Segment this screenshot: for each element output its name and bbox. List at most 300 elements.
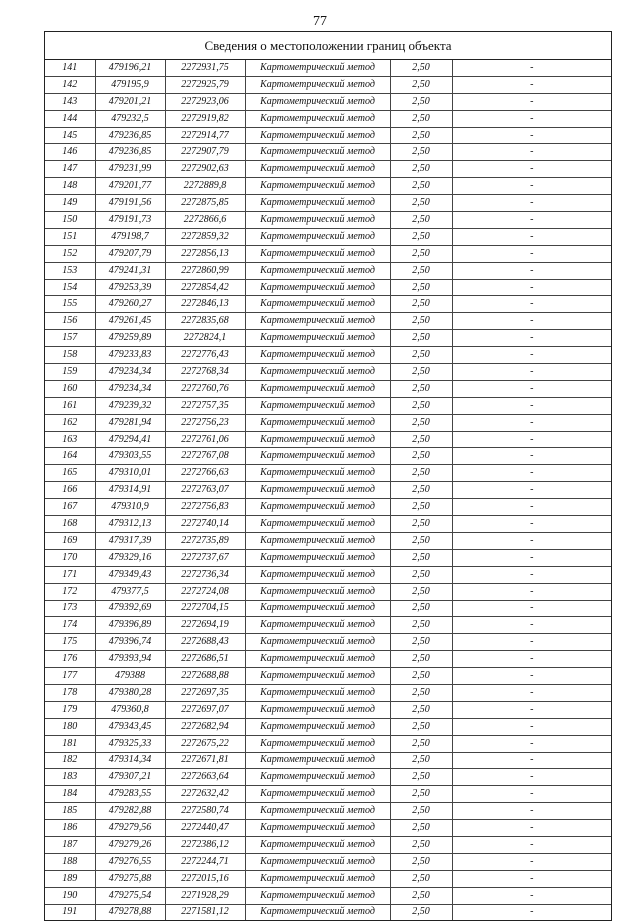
method-cell: Картометрический метод — [245, 516, 390, 533]
description-cell: - — [452, 431, 611, 448]
table-row — [45, 836, 611, 853]
description-cell: - — [452, 482, 611, 499]
x-coordinate-cell: 479201,77 — [95, 178, 165, 195]
point-number-cell: 159 — [45, 364, 95, 381]
method-cell: Картометрический метод — [245, 313, 390, 330]
point-number-cell: 150 — [45, 212, 95, 229]
description-cell: - — [452, 853, 611, 870]
method-cell: Картометрический метод — [245, 296, 390, 313]
description-cell: - — [452, 347, 611, 364]
description-cell: - — [452, 549, 611, 566]
table-row — [45, 887, 611, 904]
boundary-table-frame — [44, 31, 612, 921]
table-row — [45, 735, 611, 752]
point-number-cell: 182 — [45, 752, 95, 769]
y-coordinate-cell: 2272663,64 — [165, 769, 245, 786]
description-cell: - — [452, 887, 611, 904]
x-coordinate-cell: 479196,21 — [95, 60, 165, 76]
method-cell: Картометрический метод — [245, 820, 390, 837]
x-coordinate-cell: 479232,5 — [95, 110, 165, 127]
description-cell: - — [452, 499, 611, 516]
description-cell: - — [452, 279, 611, 296]
description-cell: - — [452, 245, 611, 262]
description-cell: - — [452, 448, 611, 465]
table-row — [45, 904, 611, 920]
description-cell: - — [452, 583, 611, 600]
y-coordinate-cell: 2272766,63 — [165, 465, 245, 482]
method-cell: Картометрический метод — [245, 448, 390, 465]
y-coordinate-cell: 2272756,83 — [165, 499, 245, 516]
y-coordinate-cell: 2272015,16 — [165, 870, 245, 887]
y-coordinate-cell: 2272859,32 — [165, 228, 245, 245]
method-cell: Картометрический метод — [245, 566, 390, 583]
x-coordinate-cell: 479191,73 — [95, 212, 165, 229]
description-cell: - — [452, 465, 611, 482]
description-cell: - — [452, 212, 611, 229]
precision-cell: 2,50 — [390, 684, 452, 701]
precision-cell: 2,50 — [390, 870, 452, 887]
point-number-cell: 160 — [45, 380, 95, 397]
y-coordinate-cell: 2272244,71 — [165, 853, 245, 870]
precision-cell: 2,50 — [390, 228, 452, 245]
description-cell: - — [452, 330, 611, 347]
point-number-cell: 175 — [45, 634, 95, 651]
point-number-cell: 166 — [45, 482, 95, 499]
point-number-cell: 190 — [45, 887, 95, 904]
y-coordinate-cell: 2272925,79 — [165, 76, 245, 93]
table-row — [45, 144, 611, 161]
precision-cell: 2,50 — [390, 279, 452, 296]
point-number-cell: 185 — [45, 803, 95, 820]
method-cell: Картометрический метод — [245, 803, 390, 820]
point-number-cell: 151 — [45, 228, 95, 245]
method-cell: Картометрический метод — [245, 870, 390, 887]
point-number-cell: 156 — [45, 313, 95, 330]
table-row — [45, 786, 611, 803]
y-coordinate-cell: 2272697,07 — [165, 701, 245, 718]
y-coordinate-cell: 2272760,76 — [165, 380, 245, 397]
point-number-cell: 178 — [45, 684, 95, 701]
description-cell: - — [452, 195, 611, 212]
method-cell: Картометрический метод — [245, 127, 390, 144]
x-coordinate-cell: 479279,26 — [95, 836, 165, 853]
x-coordinate-cell: 479325,33 — [95, 735, 165, 752]
description-cell: - — [452, 178, 611, 195]
description-cell: - — [452, 93, 611, 110]
point-number-cell: 155 — [45, 296, 95, 313]
point-number-cell: 172 — [45, 583, 95, 600]
method-cell: Картометрический метод — [245, 161, 390, 178]
method-cell: Картометрический метод — [245, 887, 390, 904]
y-coordinate-cell: 2272740,14 — [165, 516, 245, 533]
precision-cell: 2,50 — [390, 786, 452, 803]
table-row — [45, 330, 611, 347]
description-cell: - — [452, 313, 611, 330]
precision-cell: 2,50 — [390, 178, 452, 195]
table-row — [45, 684, 611, 701]
x-coordinate-cell: 479195,9 — [95, 76, 165, 93]
x-coordinate-cell: 479396,74 — [95, 634, 165, 651]
precision-cell: 2,50 — [390, 330, 452, 347]
description-cell: - — [452, 110, 611, 127]
precision-cell: 2,50 — [390, 701, 452, 718]
precision-cell: 2,50 — [390, 262, 452, 279]
method-cell: Картометрический метод — [245, 482, 390, 499]
point-number-cell: 141 — [45, 60, 95, 76]
point-number-cell: 162 — [45, 414, 95, 431]
x-coordinate-cell: 479198,7 — [95, 228, 165, 245]
precision-cell: 2,50 — [390, 532, 452, 549]
point-number-cell: 180 — [45, 718, 95, 735]
point-number-cell: 142 — [45, 76, 95, 93]
precision-cell: 2,50 — [390, 887, 452, 904]
point-number-cell: 184 — [45, 786, 95, 803]
table-row — [45, 516, 611, 533]
coordinates-table-body — [45, 60, 611, 920]
method-cell: Картометрический метод — [245, 465, 390, 482]
method-cell: Картометрический метод — [245, 651, 390, 668]
description-cell: - — [452, 836, 611, 853]
precision-cell: 2,50 — [390, 735, 452, 752]
method-cell: Картометрический метод — [245, 431, 390, 448]
x-coordinate-cell: 479201,21 — [95, 93, 165, 110]
precision-cell: 2,50 — [390, 161, 452, 178]
method-cell: Картометрический метод — [245, 347, 390, 364]
precision-cell: 2,50 — [390, 853, 452, 870]
y-coordinate-cell: 2272846,13 — [165, 296, 245, 313]
point-number-cell: 158 — [45, 347, 95, 364]
x-coordinate-cell: 479317,39 — [95, 532, 165, 549]
description-cell: - — [452, 516, 611, 533]
table-row — [45, 212, 611, 229]
method-cell: Картометрический метод — [245, 904, 390, 920]
precision-cell: 2,50 — [390, 803, 452, 820]
precision-cell: 2,50 — [390, 60, 452, 76]
table-row — [45, 549, 611, 566]
point-number-cell: 171 — [45, 566, 95, 583]
precision-cell: 2,50 — [390, 668, 452, 685]
method-cell: Картометрический метод — [245, 364, 390, 381]
y-coordinate-cell: 2272688,43 — [165, 634, 245, 651]
x-coordinate-cell: 479241,31 — [95, 262, 165, 279]
x-coordinate-cell: 479275,54 — [95, 887, 165, 904]
description-cell: - — [452, 820, 611, 837]
description-cell: - — [452, 397, 611, 414]
table-row — [45, 178, 611, 195]
precision-cell: 2,50 — [390, 380, 452, 397]
precision-cell: 2,50 — [390, 651, 452, 668]
description-cell: - — [452, 60, 611, 76]
y-coordinate-cell: 2272854,42 — [165, 279, 245, 296]
precision-cell: 2,50 — [390, 347, 452, 364]
description-cell: - — [452, 566, 611, 583]
precision-cell: 2,50 — [390, 313, 452, 330]
table-row — [45, 617, 611, 634]
x-coordinate-cell: 479278,88 — [95, 904, 165, 920]
precision-cell: 2,50 — [390, 397, 452, 414]
y-coordinate-cell: 2271581,12 — [165, 904, 245, 920]
y-coordinate-cell: 2272835,68 — [165, 313, 245, 330]
table-row — [45, 279, 611, 296]
point-number-cell: 174 — [45, 617, 95, 634]
method-cell: Картометрический метод — [245, 836, 390, 853]
y-coordinate-cell: 2272757,35 — [165, 397, 245, 414]
method-cell: Картометрический метод — [245, 178, 390, 195]
description-cell: - — [452, 228, 611, 245]
x-coordinate-cell: 479312,13 — [95, 516, 165, 533]
precision-cell: 2,50 — [390, 482, 452, 499]
point-number-cell: 152 — [45, 245, 95, 262]
method-cell: Картометрический метод — [245, 279, 390, 296]
x-coordinate-cell: 479307,21 — [95, 769, 165, 786]
table-row — [45, 195, 611, 212]
description-cell: - — [452, 296, 611, 313]
x-coordinate-cell: 479393,94 — [95, 651, 165, 668]
precision-cell: 2,50 — [390, 600, 452, 617]
point-number-cell: 149 — [45, 195, 95, 212]
x-coordinate-cell: 479388 — [95, 668, 165, 685]
y-coordinate-cell: 2272440,47 — [165, 820, 245, 837]
description-cell: - — [452, 380, 611, 397]
description-cell: - — [452, 161, 611, 178]
x-coordinate-cell: 479276,55 — [95, 853, 165, 870]
point-number-cell: 147 — [45, 161, 95, 178]
point-number-cell: 176 — [45, 651, 95, 668]
point-number-cell: 148 — [45, 178, 95, 195]
method-cell: Картометрический метод — [245, 60, 390, 76]
table-row — [45, 583, 611, 600]
method-cell: Картометрический метод — [245, 228, 390, 245]
point-number-cell: 161 — [45, 397, 95, 414]
table-row — [45, 431, 611, 448]
description-cell: - — [452, 718, 611, 735]
point-number-cell: 187 — [45, 836, 95, 853]
table-row — [45, 448, 611, 465]
method-cell: Картометрический метод — [245, 583, 390, 600]
table-row — [45, 701, 611, 718]
coordinates-table — [45, 60, 611, 920]
x-coordinate-cell: 479377,5 — [95, 583, 165, 600]
method-cell: Картометрический метод — [245, 380, 390, 397]
y-coordinate-cell: 2272776,43 — [165, 347, 245, 364]
x-coordinate-cell: 479275,88 — [95, 870, 165, 887]
description-cell: - — [452, 127, 611, 144]
method-cell: Картометрический метод — [245, 786, 390, 803]
description-cell: - — [452, 684, 611, 701]
y-coordinate-cell: 2272889,8 — [165, 178, 245, 195]
description-cell: - — [452, 668, 611, 685]
y-coordinate-cell: 2272737,67 — [165, 549, 245, 566]
x-coordinate-cell: 479260,27 — [95, 296, 165, 313]
x-coordinate-cell: 479234,34 — [95, 364, 165, 381]
precision-cell: 2,50 — [390, 195, 452, 212]
method-cell: Картометрический метод — [245, 397, 390, 414]
precision-cell: 2,50 — [390, 499, 452, 516]
table-row — [45, 364, 611, 381]
point-number-cell: 143 — [45, 93, 95, 110]
point-number-cell: 169 — [45, 532, 95, 549]
table-row — [45, 296, 611, 313]
table-row — [45, 668, 611, 685]
point-number-cell: 173 — [45, 600, 95, 617]
description-cell: - — [452, 870, 611, 887]
table-row — [45, 465, 611, 482]
y-coordinate-cell: 2272580,74 — [165, 803, 245, 820]
x-coordinate-cell: 479282,88 — [95, 803, 165, 820]
method-cell: Картометрический метод — [245, 617, 390, 634]
x-coordinate-cell: 479231,99 — [95, 161, 165, 178]
table-row — [45, 228, 611, 245]
x-coordinate-cell: 479283,55 — [95, 786, 165, 803]
table-row — [45, 853, 611, 870]
table-row — [45, 127, 611, 144]
precision-cell: 2,50 — [390, 465, 452, 482]
table-row — [45, 634, 611, 651]
table-row — [45, 532, 611, 549]
table-row — [45, 482, 611, 499]
y-coordinate-cell: 2271928,29 — [165, 887, 245, 904]
y-coordinate-cell: 2272761,06 — [165, 431, 245, 448]
table-row — [45, 870, 611, 887]
method-cell: Картометрический метод — [245, 499, 390, 516]
table-row — [45, 397, 611, 414]
y-coordinate-cell: 2272824,1 — [165, 330, 245, 347]
y-coordinate-cell: 2272735,89 — [165, 532, 245, 549]
table-row — [45, 414, 611, 431]
x-coordinate-cell: 479239,32 — [95, 397, 165, 414]
point-number-cell: 164 — [45, 448, 95, 465]
precision-cell: 2,50 — [390, 549, 452, 566]
method-cell: Картометрический метод — [245, 212, 390, 229]
description-cell: - — [452, 76, 611, 93]
method-cell: Картометрический метод — [245, 262, 390, 279]
method-cell: Картометрический метод — [245, 752, 390, 769]
table-row — [45, 752, 611, 769]
description-cell: - — [452, 651, 611, 668]
x-coordinate-cell: 479303,55 — [95, 448, 165, 465]
x-coordinate-cell: 479207,79 — [95, 245, 165, 262]
y-coordinate-cell: 2272724,08 — [165, 583, 245, 600]
y-coordinate-cell: 2272923,06 — [165, 93, 245, 110]
method-cell: Картометрический метод — [245, 195, 390, 212]
table-row — [45, 380, 611, 397]
x-coordinate-cell: 479329,16 — [95, 549, 165, 566]
table-row — [45, 820, 611, 837]
table-row — [45, 262, 611, 279]
y-coordinate-cell: 2272875,85 — [165, 195, 245, 212]
x-coordinate-cell: 479253,39 — [95, 279, 165, 296]
y-coordinate-cell: 2272632,42 — [165, 786, 245, 803]
y-coordinate-cell: 2272856,13 — [165, 245, 245, 262]
point-number-cell: 144 — [45, 110, 95, 127]
precision-cell: 2,50 — [390, 431, 452, 448]
point-number-cell: 145 — [45, 127, 95, 144]
x-coordinate-cell: 479236,85 — [95, 144, 165, 161]
y-coordinate-cell: 2272686,51 — [165, 651, 245, 668]
precision-cell: 2,50 — [390, 76, 452, 93]
method-cell: Картометрический метод — [245, 532, 390, 549]
x-coordinate-cell: 479349,43 — [95, 566, 165, 583]
precision-cell: 2,50 — [390, 414, 452, 431]
point-number-cell: 146 — [45, 144, 95, 161]
description-cell: - — [452, 786, 611, 803]
x-coordinate-cell: 479259,89 — [95, 330, 165, 347]
point-number-cell: 191 — [45, 904, 95, 920]
precision-cell: 2,50 — [390, 516, 452, 533]
precision-cell: 2,50 — [390, 820, 452, 837]
precision-cell: 2,50 — [390, 296, 452, 313]
point-number-cell: 157 — [45, 330, 95, 347]
method-cell: Картометрический метод — [245, 330, 390, 347]
point-number-cell: 188 — [45, 853, 95, 870]
method-cell: Картометрический метод — [245, 769, 390, 786]
table-row — [45, 76, 611, 93]
table-row — [45, 566, 611, 583]
precision-cell: 2,50 — [390, 583, 452, 600]
point-number-cell: 165 — [45, 465, 95, 482]
point-number-cell: 153 — [45, 262, 95, 279]
point-number-cell: 177 — [45, 668, 95, 685]
y-coordinate-cell: 2272866,6 — [165, 212, 245, 229]
table-row — [45, 718, 611, 735]
table-row — [45, 600, 611, 617]
precision-cell: 2,50 — [390, 212, 452, 229]
y-coordinate-cell: 2272860,99 — [165, 262, 245, 279]
precision-cell: 2,50 — [390, 718, 452, 735]
x-coordinate-cell: 479236,85 — [95, 127, 165, 144]
table-row — [45, 110, 611, 127]
method-cell: Картометрический метод — [245, 634, 390, 651]
method-cell: Картометрический метод — [245, 853, 390, 870]
method-cell: Картометрический метод — [245, 549, 390, 566]
description-cell: - — [452, 634, 611, 651]
table-row — [45, 313, 611, 330]
x-coordinate-cell: 479396,89 — [95, 617, 165, 634]
x-coordinate-cell: 479191,56 — [95, 195, 165, 212]
point-number-cell: 189 — [45, 870, 95, 887]
description-cell: - — [530, 906, 534, 918]
description-cell: - — [452, 803, 611, 820]
precision-cell: 2,50 — [390, 769, 452, 786]
y-coordinate-cell: 2272386,12 — [165, 836, 245, 853]
y-coordinate-cell: 2272763,07 — [165, 482, 245, 499]
description-cell: - — [452, 617, 611, 634]
table-row — [45, 347, 611, 364]
x-coordinate-cell: 479310,01 — [95, 465, 165, 482]
precision-cell: 2,50 — [390, 904, 452, 920]
method-cell: Картометрический метод — [245, 735, 390, 752]
x-coordinate-cell: 479314,34 — [95, 752, 165, 769]
x-coordinate-cell: 479380,28 — [95, 684, 165, 701]
y-coordinate-cell: 2272671,81 — [165, 752, 245, 769]
y-coordinate-cell: 2272682,94 — [165, 718, 245, 735]
description-cell: - — [452, 600, 611, 617]
method-cell: Картометрический метод — [245, 701, 390, 718]
method-cell: Картометрический метод — [245, 684, 390, 701]
precision-cell: 2,50 — [390, 836, 452, 853]
x-coordinate-cell: 479310,9 — [95, 499, 165, 516]
precision-cell: 2,50 — [390, 617, 452, 634]
x-coordinate-cell: 479392,69 — [95, 600, 165, 617]
y-coordinate-cell: 2272902,63 — [165, 161, 245, 178]
y-coordinate-cell: 2272694,19 — [165, 617, 245, 634]
table-row — [45, 803, 611, 820]
y-coordinate-cell: 2272675,22 — [165, 735, 245, 752]
table-row — [45, 60, 611, 76]
point-number-cell: 179 — [45, 701, 95, 718]
precision-cell: 2,50 — [390, 752, 452, 769]
y-coordinate-cell: 2272919,82 — [165, 110, 245, 127]
